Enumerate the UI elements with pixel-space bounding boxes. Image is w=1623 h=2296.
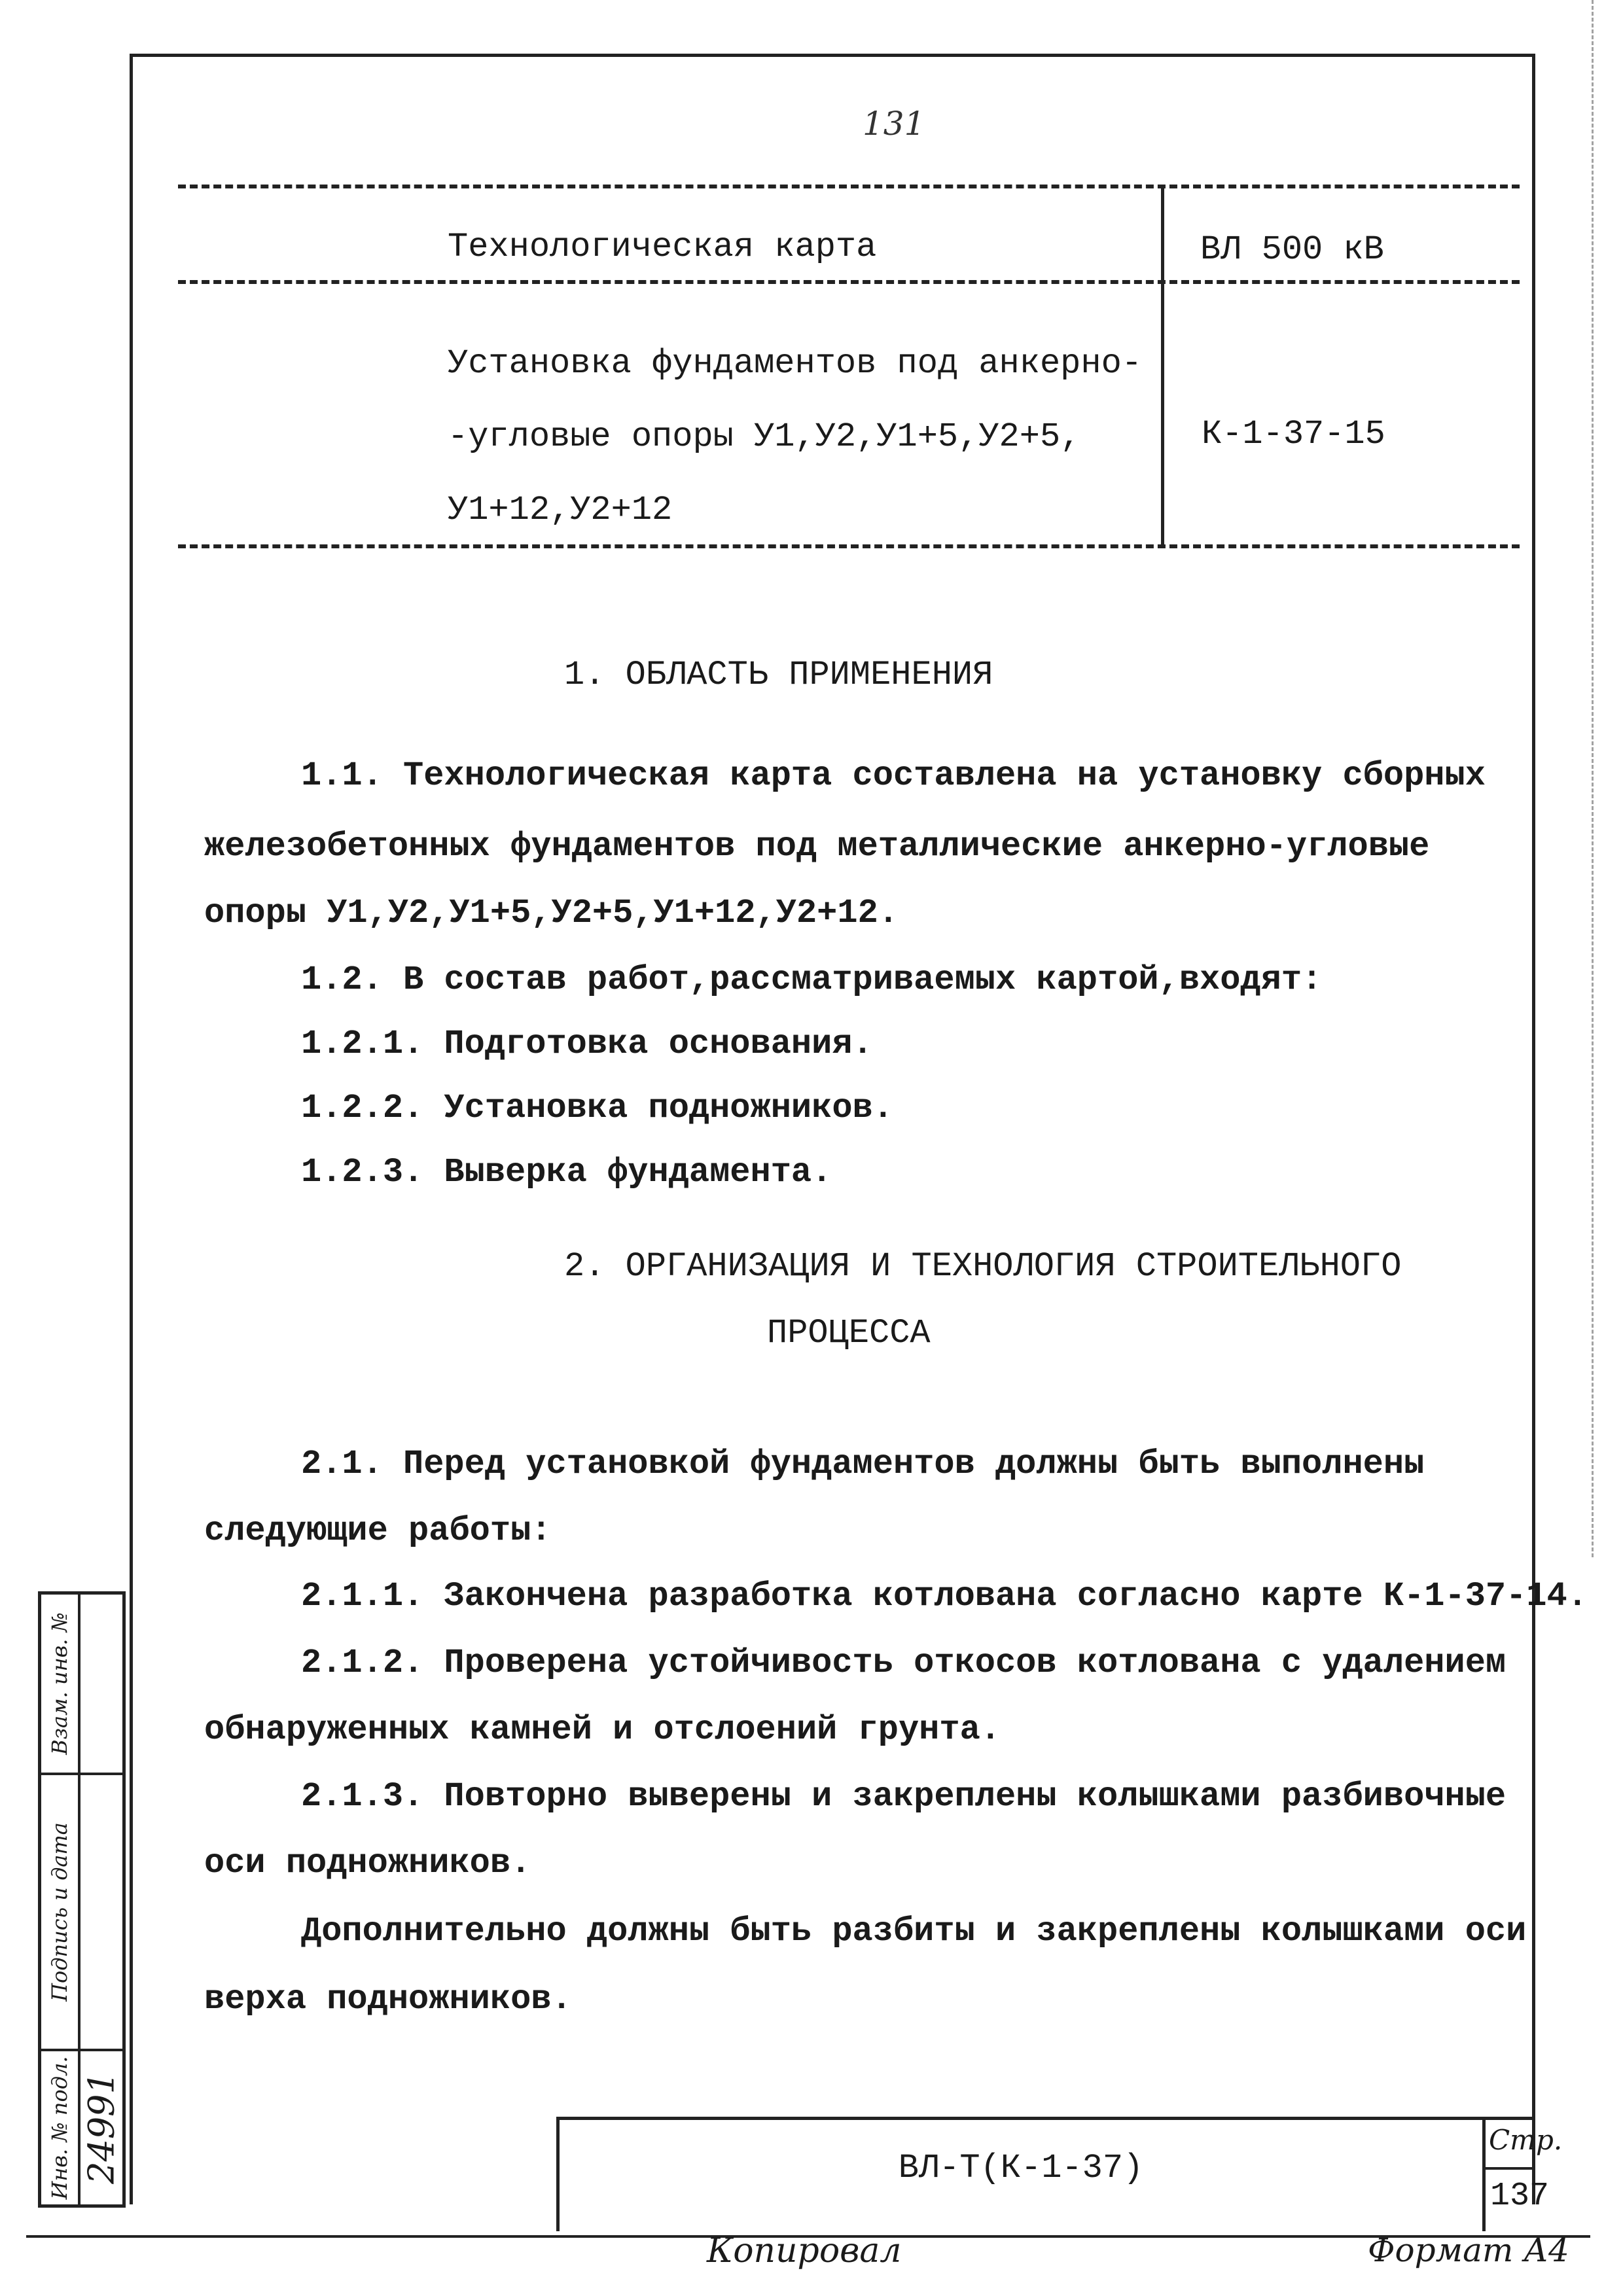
section-2-line: обнаруженных камней и отслоений грунта.: [204, 1710, 1001, 1749]
document-title-line-3: У1+12,У2+12: [448, 491, 673, 529]
label-signature-date: Подпись и дата: [47, 1822, 72, 2002]
footer-stamp-divider: [1482, 2120, 1486, 2231]
sheet-number: 137: [1490, 2178, 1550, 2215]
section-2-heading-line-2: ПРОЦЕССА: [767, 1314, 931, 1352]
section-1-line: 1.2.3. Выверка фундамента.: [301, 1153, 832, 1192]
section-2-line: 2.1. Перед установкой фундаментов должны быть выполнены: [301, 1445, 1425, 1483]
doc-type-title: Технологическая карта: [448, 228, 877, 266]
section-1-heading: 1. ОБЛАСТЬ ПРИМЕНЕНИЯ: [564, 656, 993, 694]
line-name: ВЛ 500 кВ: [1200, 230, 1384, 269]
section-2-line: оси подножников.: [204, 1844, 531, 1882]
header-column-divider: [1161, 185, 1164, 548]
section-1-line: железобетонных фундаментов под металлические анкерно-угловые: [204, 827, 1430, 866]
footer-document-code: ВЛ-Т(К-1-37): [898, 2149, 1144, 2187]
footer-stamp-sheet-divider: [1482, 2167, 1532, 2170]
section-2-line: Дополнительно должны быть разбиты и закреплены колышками оси: [301, 1912, 1527, 1951]
document-title-line-1: Установка фундаментов под анкерно-: [448, 344, 1142, 383]
footer-stamp: [556, 2117, 1563, 2231]
header-dashed-line-middle: [178, 280, 1520, 284]
section-2-heading-line-1: 2. ОРГАНИЗАЦИЯ И ТЕХНОЛОГИЯ СТРОИТЕЛЬНОГО: [564, 1247, 1402, 1286]
side-stamp-value-column: [80, 1595, 122, 2204]
side-stamp-label-column: [41, 1595, 80, 2204]
section-1-line: опоры У1,У2,У1+5,У2+5,У1+12,У2+12.: [204, 894, 899, 932]
document-title-line-2: -угловые опоры У1,У2,У1+5,У2+5,: [448, 417, 1081, 456]
section-1-line: 1.2.1. Подготовка основания.: [301, 1025, 873, 1063]
section-2-line: 2.1.3. Повторно выверены и закреплены колышками разбивочные: [301, 1777, 1507, 1816]
section-1-line: 1.2. В состав работ,рассматриваемых картой,входят:: [301, 961, 1323, 999]
header-dashed-line-top: [178, 185, 1520, 188]
side-stamp-cell-replacement: [41, 1595, 78, 1775]
paper-format-label: Формат А4: [1368, 2231, 1569, 2269]
section-2-line: 2.1.2. Проверена устойчивость откосов котлована с удалением: [301, 1644, 1507, 1682]
side-stamp-cell-original: [41, 2051, 78, 2204]
scan-edge-artifact: [1592, 0, 1596, 1557]
document-title: [448, 327, 1142, 547]
section-1-line: 1.2.2. Установка подножников.: [301, 1089, 893, 1127]
side-stamp-value-original: [80, 2051, 122, 2204]
inventory-number: 24991: [80, 2072, 122, 2184]
side-stamp-value-replacement: [80, 1595, 122, 1775]
copied-by-label: Копировал: [707, 2231, 902, 2270]
side-stamp: [38, 1591, 126, 2208]
side-stamp-cell-signature: [41, 1775, 78, 2051]
section-2-line: следующие работы:: [204, 1511, 552, 1550]
sheet-label: Стр.: [1489, 2124, 1563, 2156]
side-stamp-value-signature: [80, 1775, 122, 2051]
section-2-line: 2.1.1. Закончена разработка котлована согласно карте К-1-37-14.: [301, 1577, 1588, 1616]
section-2-line: верха подножников.: [204, 1980, 572, 2019]
label-inv-replacement: Взам. инв. №: [47, 1612, 72, 1755]
section-1-line: 1.1. Технологическая карта составлена на установку сборных: [301, 756, 1486, 795]
document-code: К-1-37-15: [1202, 415, 1385, 453]
label-inv-original: Инв. № подл.: [47, 2056, 72, 2200]
handwritten-page-number: 131: [863, 105, 925, 143]
